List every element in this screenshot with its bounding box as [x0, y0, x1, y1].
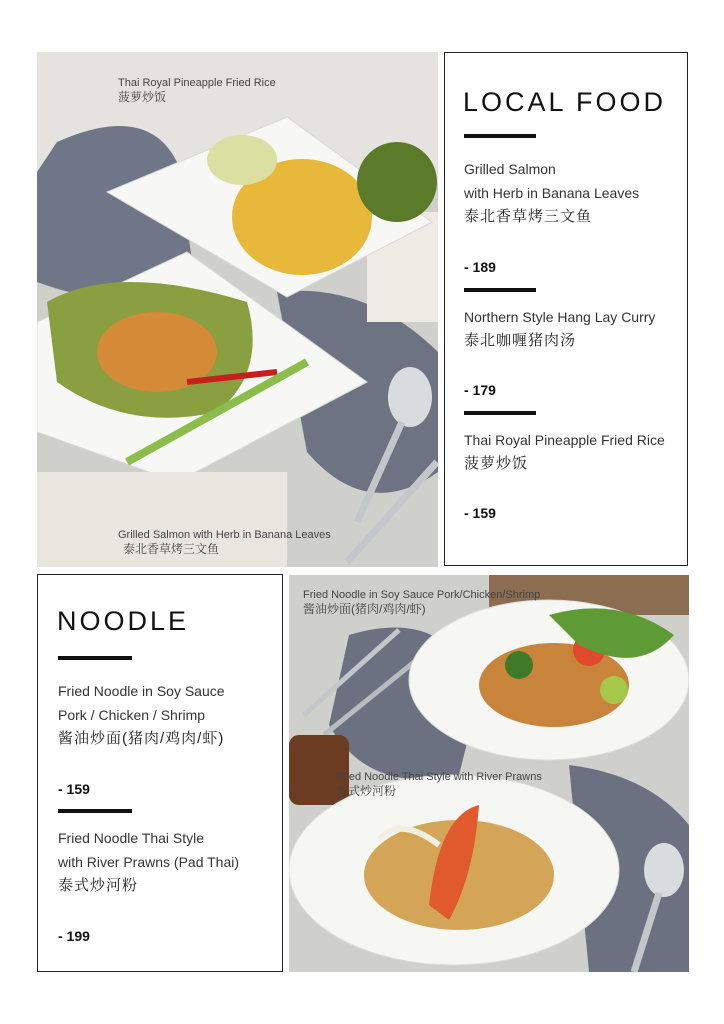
divider	[464, 411, 536, 415]
divider	[58, 656, 132, 660]
pineapple-shell	[207, 135, 277, 185]
broccoli	[505, 651, 533, 679]
divider	[58, 809, 132, 813]
caption-pineapple-rice: Thai Royal Pineapple Fried Rice 菠萝炒饭	[118, 77, 276, 104]
menu-item-grilled-salmon: Grilled Salmon with Herb in Banana Leaves 泰北香草烤三文鱼	[464, 161, 640, 225]
lime	[600, 676, 628, 704]
price-soy-sauce-noodle: - 159	[58, 781, 90, 797]
caption-grilled-salmon: Grilled Salmon with Herb in Banana Leaves 泰北香草烤三文鱼	[118, 529, 331, 556]
price-pineapple-fried-rice: - 159	[464, 505, 496, 521]
menu-item-pad-thai: Fried Noodle Thai Style with River Prawns (Pad Thai) 泰式炒河粉	[58, 830, 240, 894]
price-hang-lay-curry: - 179	[464, 382, 496, 398]
spoon	[644, 843, 684, 897]
menu-item-pineapple-fried-rice: Thai Royal Pineapple Fried Rice 菠萝炒饭	[464, 432, 665, 472]
divider	[464, 134, 536, 138]
local-food-card	[444, 52, 688, 566]
price-grilled-salmon: - 189	[464, 259, 496, 275]
lettuce	[357, 142, 437, 222]
divider	[464, 288, 536, 292]
price-pad-thai: - 199	[58, 928, 90, 944]
photo-local-food	[37, 52, 438, 567]
noodle-title: NOODLE	[57, 606, 190, 636]
caption-soy-sauce-noodle: Fried Noodle in Soy Sauce Pork/Chicken/Shrimp 酱油炒面(猪肉/鸡肉/虾)	[303, 589, 541, 616]
menu-item-hang-lay-curry: Northern Style Hang Lay Curry 泰北咖喱猪肉汤	[464, 309, 656, 349]
noodle-card	[37, 574, 283, 972]
caption-pad-thai: Fried Noodle Thai Style with River Prawns 泰式炒河粉	[336, 771, 542, 798]
spoon	[388, 367, 432, 427]
local-food-title: LOCAL FOOD	[463, 87, 667, 117]
menu-item-soy-sauce-noodle: Fried Noodle in Soy Sauce Pork / Chicken / Shrimp 酱油炒面(猪肉/鸡肉/虾)	[58, 683, 225, 747]
